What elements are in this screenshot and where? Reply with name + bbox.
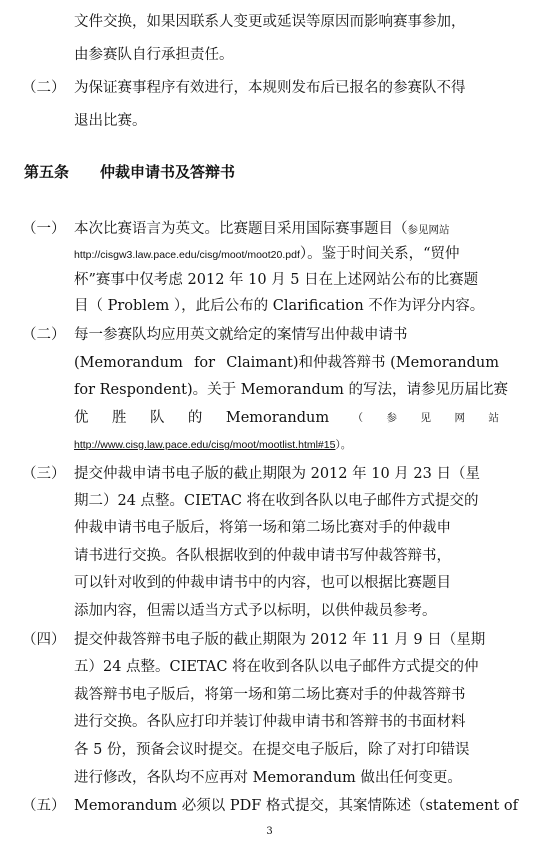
text-line: [74, 244, 460, 265]
text-line: 为保证赛事程序有效进行，本规则发布后已报名的参赛队不得: [74, 80, 466, 96]
text-line: 各 5 份，预备会议时提交。在提交电子版后，除了对打印错误: [74, 742, 470, 758]
page-number: 3: [266, 826, 273, 837]
text-line: 进行修改，各队均不应再对 Memorandum 做出任何变更。: [74, 770, 462, 786]
text-span: 站: [488, 412, 499, 424]
text-span: 队: [149, 410, 165, 426]
text-line: 杯”赛事中仅考虑 2012 年 10 月 5 日在上述网站公布的比赛题: [74, 272, 479, 288]
text-line: 仲裁申请书电子版后，将第一场和第二场比赛对手的仲裁申: [74, 520, 451, 536]
text-line: [74, 219, 450, 240]
text-span: 胜: [111, 410, 127, 426]
article-title: 仲裁申请书及答辩书: [100, 163, 236, 181]
text-span: (Memorandum: [74, 355, 183, 371]
item-number: （四）: [22, 632, 66, 648]
text-line: [74, 408, 499, 428]
text-line: for Respondent)。关于 Memorandum 的写法，请参见历届比赛: [74, 382, 509, 398]
text-span: 网: [454, 412, 465, 424]
text-span: for: [194, 355, 216, 371]
text-span: ）。: [335, 439, 352, 451]
text-span: Memorandum: [225, 410, 330, 426]
text-span: ）。鉴于时间关系，“贸仲: [299, 246, 460, 262]
text-span: 的: [187, 410, 203, 426]
text-span: （: [352, 412, 364, 424]
text-line: 可以针对收到的仲裁申请书中的内容，也可以根据比赛题目: [74, 575, 451, 591]
text-line: Memorandum 必须以 PDF 格式提交，其案情陈述（statement of: [74, 798, 518, 814]
text-line: 期二）24 点整。CIETAC 将在收到各队以电子邮件方式提交的: [74, 493, 479, 509]
text-line: 文件交换，如果因联系人变更或延误等原因而影响赛事参加，: [74, 14, 466, 30]
text-line: 提交仲裁答辩书电子版的截止期限为 2012 年 11 月 9 日（星期: [74, 632, 486, 648]
small-note: 参见网站: [407, 224, 450, 236]
item-number: （五）: [22, 798, 66, 814]
text-line: 进行交换。各队应打印并装订仲裁申请书和答辩书的书面材料: [74, 714, 466, 730]
url-text: http://cisgw3.law.pace.edu/cisg/moot/moot20.pdf: [74, 249, 300, 261]
text-line: [74, 353, 499, 373]
item-number: （二）: [22, 327, 66, 343]
item-number: （三）: [22, 466, 66, 482]
item-number: （一）: [22, 221, 66, 237]
hyperlink[interactable]: http://www.cisg.law.pace.edu/cisg/moot/mootlist.html#15: [74, 439, 336, 451]
text-line: 裁答辩书电子版后，将第一场和第二场比赛对手的仲裁答辩书: [74, 687, 466, 703]
text-line: 每一参赛队均应用英文就给定的案情写出仲裁申请书: [74, 327, 408, 343]
text-line: 目（ Problem ），此后公布的 Clarification 不作为评分内容。: [74, 298, 485, 314]
text-line: 五）24 点整。CIETAC 将在收到各队以电子邮件方式提交的仲: [74, 659, 479, 675]
text-span: 优: [74, 410, 89, 426]
text-line: [74, 434, 351, 455]
article-number: 第五条: [24, 163, 70, 181]
text-span: Claimant)和仲裁答辩书 (Memorandum: [226, 355, 499, 371]
text-line: 退出比赛。: [74, 113, 147, 129]
text-line: 提交仲裁申请书电子版的截止期限为 2012 年 10 月 23 日（星: [74, 466, 480, 482]
text-span: 参: [386, 412, 398, 424]
text-span: 本次比赛语言为英文。比赛题目采用国际赛事题目（: [74, 221, 408, 237]
text-span: 见: [420, 412, 431, 424]
item-number: （二）: [22, 80, 66, 96]
text-line: 添加内容，但需以适当方式予以标明，以供仲裁员参考。: [74, 603, 437, 619]
text-line: 请书进行交换。各队根据收到的仲裁申请书写仲裁答辩书，: [74, 548, 451, 564]
text-line: 由参赛队自行承担责任。: [74, 47, 234, 63]
